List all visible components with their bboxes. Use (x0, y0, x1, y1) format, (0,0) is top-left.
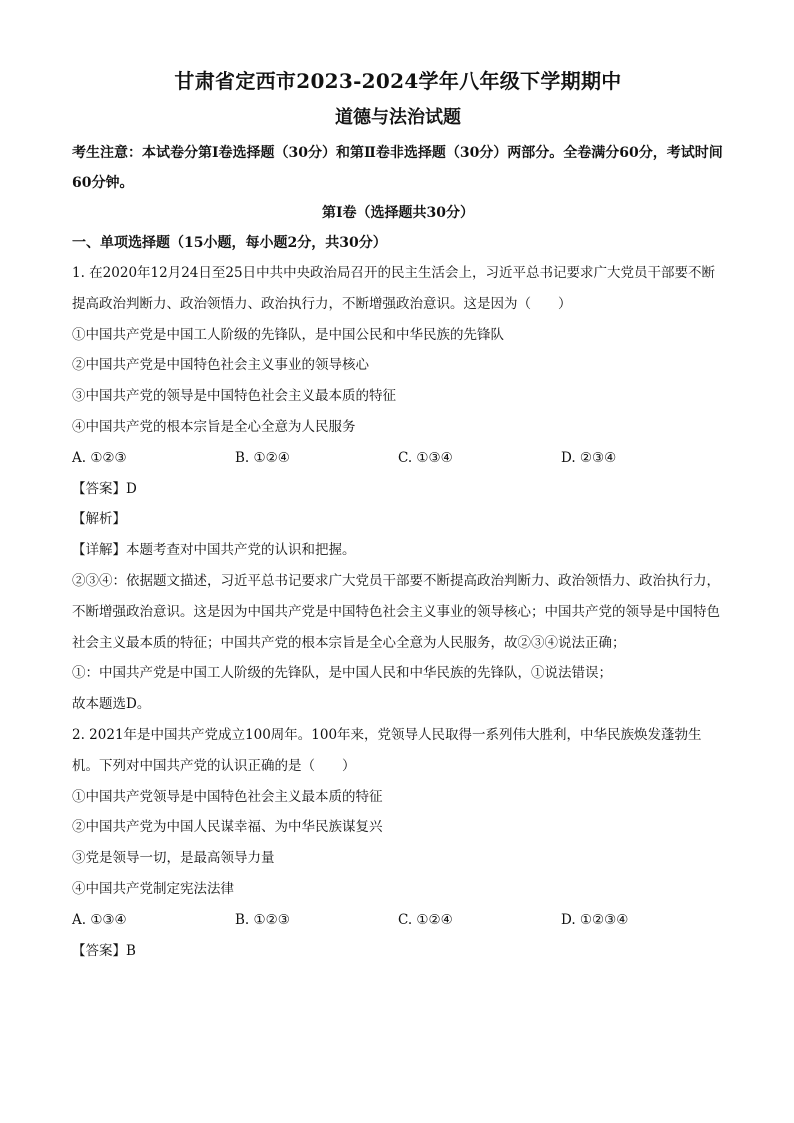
question-item: ③党是领导一切，是最高领导力量 (72, 850, 275, 867)
question-item: ①中国共产党领导是中国特色社会主义最本质的特征 (72, 788, 383, 805)
answer-options (72, 905, 724, 936)
question-item: ④中国共产党制定宪法法律 (72, 880, 234, 897)
question-item: ①中国共产党是中国工人阶级的先锋队，是中国公民和中华民族的先锋队 (72, 326, 504, 343)
option-a: A. ①②③ (72, 449, 127, 466)
question-1 (72, 258, 724, 720)
analysis-label: 【解析】 (72, 511, 126, 528)
question-item: ②中国共产党为中国人民谋幸福、为中华民族谋复兴 (72, 819, 383, 836)
exam-page (72, 66, 724, 966)
option-d: D. ②③④ (561, 449, 617, 466)
option-b: B. ①②③ (235, 911, 290, 928)
question-item: ③中国共产党的领导是中国特色社会主义最本质的特征 (72, 388, 396, 405)
section-title: 第Ⅰ卷（选择题共30分） (321, 205, 475, 221)
question-stem: 2. 2021年是中国共产党成立100周年。100年来，党领导人民取得一系列伟大胜利，中华民族焕发蓬勃生机。下列对中国共产党的认识正确的是（ ） (72, 726, 702, 774)
detail-line: 【详解】本题考查对中国共产党的认识和把握。 (72, 542, 356, 559)
option-a: A. ①③④ (72, 911, 127, 928)
answer-options (72, 443, 724, 474)
answer-line: 【答案】D (72, 480, 137, 497)
option-d: D. ①②③④ (561, 911, 629, 928)
part-title: 一、单项选择题（15小题，每小题2分，共30分） (72, 235, 387, 251)
conclusion-line: 故本题选D。 (72, 696, 151, 713)
option-c: C. ①③④ (398, 449, 453, 466)
exam-title: 甘肃省定西市2023-2024学年八年级下学期期中 (174, 69, 622, 93)
question-stem: 1. 在2020年12月24日至25日中共中央政治局召开的民主生活会上，习近平总书记要求广大党员干部要不断提高政治判断力、政治领悟力、政治执行力，不断增强政治意识。这是因为（ ） (72, 265, 716, 312)
explanation-paragraph: ①：中国共产党是中国工人阶级的先锋队，是中国人民和中华民族的先锋队，①说法错误； (72, 665, 612, 682)
question-2 (72, 720, 724, 966)
question-item: ④中国共产党的根本宗旨是全心全意为人民服务 (72, 418, 356, 435)
answer-line: 【答案】B (72, 942, 136, 959)
exam-notice: 考生注意：本试卷分第Ⅰ卷选择题（30分）和第Ⅱ卷非选择题（30分）两部分。全卷满分60分，考试时间60分钟。 (72, 145, 723, 191)
question-item: ②中国共产党是中国特色社会主义事业的领导核心 (72, 357, 369, 374)
explanation-paragraph: ②③④：依据题文描述，习近平总书记要求广大党员干部要不断提高政治判断力、政治领悟力、政治执行力，不断增强政治意识。这是因为中国共产党是中国特色社会主义事业的领导核心；中国共产党的领导是中国特色社会主义最本质的特征；中国共产党的根本宗旨是全心全意为人民服务，故②③④说法正确； (72, 572, 720, 651)
option-b: B. ①②④ (235, 449, 290, 466)
option-c: C. ①②④ (398, 911, 453, 928)
exam-subtitle: 道德与法治试题 (335, 107, 461, 128)
